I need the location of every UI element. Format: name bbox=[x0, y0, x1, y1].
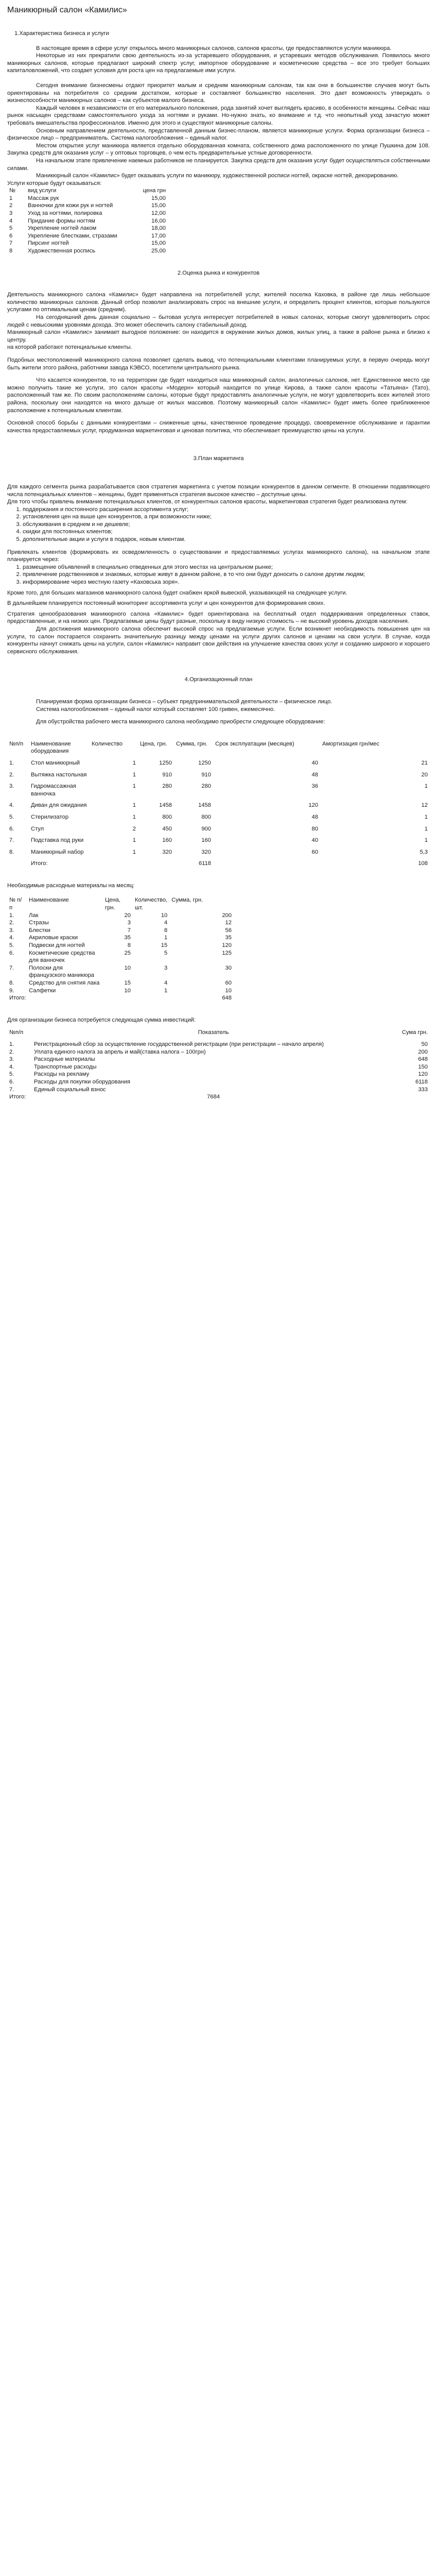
cell-number: 2. bbox=[9, 771, 14, 778]
cell-qty: 4 bbox=[164, 920, 168, 926]
paragraph: Местом открытия услуг маникюра является отдельно оборудованная комната, собственного дома расположенного по улице Пушкина дом 108. Закупка средств для оказания услуг – у оптовых торговцев, о чем есть предварительные устные договоренности. bbox=[7, 142, 430, 157]
column-header: Цена, грн. bbox=[140, 740, 167, 747]
list-item: 5. дополнительные акции и услуги в подарок, новым клиентам. bbox=[23, 536, 430, 544]
paragraph: Для каждого сегмента рынка разрабатывается своя стратегия маркетинга с учетом позиции конкурентов в данном сегменте. В отношении подавляющего числа потенциальных клиентов – женщины, будет применяться стратегия высокое качество – доступные цены. bbox=[7, 483, 430, 498]
table-row bbox=[7, 934, 234, 942]
cell-price: 280 bbox=[162, 783, 172, 790]
column-header: Наименование оборудования bbox=[31, 740, 71, 755]
table-header-row bbox=[7, 1029, 430, 1037]
paragraph: Система налогообложения – единый налог который составляет 100 гривен, ежемесячно. bbox=[36, 706, 275, 713]
cell-number: 9. bbox=[9, 987, 14, 994]
table-row bbox=[7, 759, 430, 767]
table-total-row bbox=[7, 860, 430, 868]
cell-number: 2. bbox=[9, 920, 14, 926]
table-row bbox=[7, 195, 168, 202]
section-2-heading: 2.Оценка рынка и конкурентов bbox=[177, 269, 260, 276]
cell-name: Стерилизатор bbox=[31, 814, 69, 820]
cell-price: 1250 bbox=[159, 759, 172, 766]
cell-life: 36 bbox=[311, 783, 318, 790]
cell-number: 1. bbox=[9, 912, 14, 919]
cell-number: 8. bbox=[9, 849, 14, 855]
list-item: 4. скидки для постоянных клиентов; bbox=[23, 528, 430, 536]
cell-name: Средство для снятия лака bbox=[29, 980, 100, 986]
cell-name: Расходы на рекламу bbox=[34, 1071, 90, 1078]
paragraph: На сегодняшний день данная социально – бытовая услуга интересует потребителей в новых салонах, которые смогут удовлетворить спрос людей с невысокими уровнями дохода. Это может обеспечить салону стабильный доход. bbox=[7, 314, 430, 328]
column-header: Показатель bbox=[198, 1029, 229, 1036]
cell-name: Художественная роспись bbox=[28, 248, 96, 255]
paragraph: Каждый человек в независимости от его материального положения, рода занятий хочет выглядеть красиво, в особенности женщины. Сейчас наш рынок насыщен средствами самостоятельного ухода за ногтями и руками. Но-нужно знать, ко внимание и т.д. что неопытный уход зачастую может требовать вмешательства профессионалов. Именно для этого и существуют маникюрные салоны. bbox=[7, 105, 430, 126]
cell-qty: 1 bbox=[132, 802, 136, 809]
cell-price: 16,00 bbox=[151, 217, 166, 224]
cell-number: 6. bbox=[9, 825, 14, 832]
paragraph: Привлекать клиентов (формировать их осведомленность о существовании и предоставляемых услугах маникюрного салона), на начальном этапе планируется через: bbox=[7, 549, 430, 563]
paragraph: Сегодня внимание бизнесмены отдают приоритет малым и средним маникюрным салонам, так как они в большинстве случаев могут быть ориентированы на потребителя со средним достатком, которые и составляют большинство населения. Это дает возможность утверждать о жизнеспособности маникюрных салонов – как субъектов малого бизнеса. bbox=[7, 82, 430, 104]
paragraph: Стратегия ценообразования маникюрного салона «Камилис» будет ориентирована на бесплатный отдел поддерживания определенных ставок, предоставленные, и на низких цен. Предлагаемые цены будут разные, поскольку в виду низкую стоимость – не высокий уровень доходов населения. bbox=[7, 611, 430, 625]
table-row bbox=[7, 825, 430, 833]
services-list-heading: Услуги которые будут оказываться: bbox=[7, 180, 102, 187]
cell-price: 10 bbox=[124, 987, 131, 994]
cell-name: Стул bbox=[31, 825, 44, 832]
paragraph: В настоящее время в сфере услуг открылось много маникюрных салонов, салонов красоты, где предоставляются услуги маникюра. bbox=[36, 45, 392, 52]
cell-qty: 15 bbox=[161, 942, 168, 949]
list-item: 1. поддержания и постоянного расширения ассортимента услуг; bbox=[23, 506, 430, 514]
cell-name: Укрепление блестками, стразами bbox=[28, 232, 117, 239]
cell-life: 120 bbox=[308, 802, 318, 809]
table-row bbox=[7, 1063, 430, 1071]
paragraph: Основной способ борьбы с данными конкурентами – сниженные цены, качественное проведение процедур, своевременное обслуживание и гарантии качества предоставляемых услуг, продуманная маркетинговая и ценовая политика, что обеспечивает преимущество цены на услуги. bbox=[7, 420, 430, 434]
cell-number: 4. bbox=[9, 935, 14, 941]
cell-number: 6 bbox=[9, 232, 13, 239]
total-sum: 6118 bbox=[198, 860, 211, 867]
cell-number: 4. bbox=[9, 802, 14, 809]
cell-price: 10 bbox=[124, 964, 131, 971]
cell-life: 80 bbox=[311, 825, 318, 832]
cell-sum: 1458 bbox=[198, 802, 211, 809]
cell-amort: 12 bbox=[421, 802, 428, 809]
materials-table bbox=[7, 896, 234, 1002]
table-row bbox=[7, 247, 168, 255]
cell-price: 25,00 bbox=[151, 248, 166, 255]
table-row bbox=[7, 919, 234, 927]
cell-qty: 2 bbox=[132, 825, 136, 832]
cell-price: 15,00 bbox=[151, 195, 166, 201]
table-row bbox=[7, 783, 430, 798]
cell-qty: 5 bbox=[164, 950, 168, 956]
cell-name: Единый социальный взнос bbox=[34, 1086, 106, 1093]
table-row bbox=[7, 1086, 430, 1094]
column-header: Срок эксплуатации (месяцев) bbox=[215, 740, 294, 747]
cell-sum: 60 bbox=[225, 980, 232, 986]
cell-number: 6. bbox=[9, 950, 14, 956]
promotion-list bbox=[7, 564, 430, 586]
paragraph: Основным направлением деятельности, представленной данным бизнес-планом, является маникюрные услуги. Форма организации бизнеса – физическое лицо – предприниматель. Система налогообложения – единый налог. bbox=[7, 127, 430, 142]
cell-amort: 5,3 bbox=[420, 849, 428, 855]
total-sum: 7684 bbox=[207, 1094, 220, 1100]
cell-price: 25 bbox=[124, 950, 131, 956]
table-row bbox=[7, 1056, 430, 1063]
table-row bbox=[7, 210, 168, 217]
paragraph: Для того чтобы привлечь внимание потенциальных клиентов, от конкурентных салонов красоты, маркетинговая стратегия будет реализована путем: bbox=[7, 499, 408, 505]
cell-name: Подвески для ногтей bbox=[29, 942, 85, 949]
cell-qty: 1 bbox=[132, 814, 136, 820]
paragraph: Планируемая форма организации бизнеса – субъект предпринимательской деятельности – физическое лицо. bbox=[36, 698, 333, 705]
cell-sum: 150 bbox=[418, 1063, 428, 1070]
table-row bbox=[7, 912, 234, 920]
table-row bbox=[7, 217, 168, 225]
column-header: Цена, грн. bbox=[105, 897, 121, 911]
column-header: Амортизация грн/мес bbox=[322, 740, 379, 747]
cell-sum: 6118 bbox=[415, 1078, 428, 1085]
column-header: Сумма, грн. bbox=[176, 740, 207, 747]
cell-price: 160 bbox=[162, 837, 172, 844]
cell-name: Ванночки для кожи рук и ногтей bbox=[28, 202, 113, 209]
cell-number: 8 bbox=[9, 248, 13, 255]
cell-price: 320 bbox=[162, 849, 172, 855]
table-row bbox=[7, 814, 430, 821]
table-row bbox=[7, 232, 168, 240]
table-row bbox=[7, 950, 234, 964]
table-row bbox=[7, 240, 168, 247]
cell-number: 1. bbox=[9, 759, 14, 766]
cell-price: 18,00 bbox=[151, 225, 166, 232]
paragraph: В дальнейшем планируется постоянный мониторинг ассортимента услуг и цен конкурентов для формирования своих. bbox=[7, 600, 325, 607]
cell-price: 35 bbox=[124, 935, 131, 941]
cell-number: 7. bbox=[9, 837, 14, 844]
paragraph: Для достижения маникюрного салона обеспечит высокой спрос на предлагаемые услуги. Если возникнет необходимость повышения цен на услуги, то салон постарается сохранить значительную разницу между ценами на услуги других салонов и ценами на свои услуги. В случае, когда конкуренты начнут снижать цены на услуги, салон «Камилис» направит свои действия на улучшение качества своих услуг и созданию широкого и хорошего сервисного обслуживания. bbox=[7, 626, 430, 655]
cell-qty: 3 bbox=[164, 964, 168, 971]
cell-price: 1458 bbox=[159, 802, 172, 809]
cell-qty: 1 bbox=[164, 935, 168, 941]
cell-life: 40 bbox=[311, 759, 318, 766]
cell-sum: 900 bbox=[201, 825, 211, 832]
table-row bbox=[7, 927, 234, 935]
table-total-row bbox=[7, 994, 234, 1002]
equipment-table bbox=[7, 740, 430, 868]
cell-price: 450 bbox=[162, 825, 172, 832]
cell-name: Пирсинг ногтей bbox=[28, 240, 69, 247]
table-header-row bbox=[7, 896, 234, 911]
cell-number: 3 bbox=[9, 210, 13, 217]
column-header: Сумма, грн. bbox=[171, 897, 203, 904]
cell-sum: 320 bbox=[201, 849, 211, 855]
paragraph: Некоторые из них прекратили свою деятельность из-за устаревшего оборудования, и устаревших методов обслуживания. Появилось много маникюрных салонов, которые предлагают широкий спектр услуг, импортное оборудование и косметические средства – все это требует больших капиталовложений, что создает условия для роста цен на предлагаемые ими услуги. bbox=[7, 53, 430, 74]
table-total-row bbox=[7, 1093, 430, 1101]
cell-price: 910 bbox=[162, 771, 172, 778]
cell-qty: 1 bbox=[132, 837, 136, 844]
table-header-row bbox=[7, 187, 168, 195]
total-label: Итого: bbox=[9, 1094, 26, 1100]
cell-price: 8 bbox=[127, 942, 131, 949]
cell-number: 1. bbox=[9, 1041, 14, 1047]
paragraph: Подобных местоположений маникюрного салона позволяет сделать вывод, что потенциальными клиентами планируемых услуг, в первую очередь могут быть жители этого района, работники завода КЭВСО, посетители центрального рынка. bbox=[7, 357, 430, 371]
cell-name: Полоски для французского маникюра bbox=[29, 964, 94, 979]
column-header: Количество, шт. bbox=[135, 897, 168, 911]
list-item: 3. информирование через местную газету «Каховська зоря». bbox=[23, 579, 430, 586]
cell-name: Косметические средства для ванночек bbox=[29, 950, 95, 964]
cell-number: 4. bbox=[9, 1063, 14, 1070]
cell-qty: 1 bbox=[132, 783, 136, 790]
cell-price: 15 bbox=[124, 980, 131, 986]
cell-name: Расходные материалы bbox=[34, 1056, 95, 1063]
cell-amort: 21 bbox=[421, 759, 428, 766]
cell-sum: 910 bbox=[201, 771, 211, 778]
cell-name: Массаж рук bbox=[28, 195, 59, 201]
column-header: № bbox=[9, 188, 16, 194]
cell-price: 3 bbox=[127, 920, 131, 926]
column-header: Сума грн. bbox=[402, 1029, 428, 1036]
cell-qty: 8 bbox=[164, 927, 168, 934]
cell-name: Уход за ногтями, полировка bbox=[28, 210, 102, 217]
total-label: Итого: bbox=[9, 995, 26, 1002]
table-row bbox=[7, 1041, 430, 1048]
cell-number: 5. bbox=[9, 942, 14, 949]
cell-price: 17,00 bbox=[151, 232, 166, 239]
cell-sum: 50 bbox=[421, 1041, 428, 1047]
cell-qty: 1 bbox=[164, 987, 168, 994]
cell-amort: 1 bbox=[424, 825, 428, 832]
cell-name: Лак bbox=[29, 912, 39, 919]
cell-name: Транспортные расходы bbox=[34, 1063, 97, 1070]
cell-amort: 20 bbox=[421, 771, 428, 778]
paragraph: На начальном этапе привлечение наемных работников не планируется. Закупка средств для оказания услуг будет осуществляться собственными силами. bbox=[7, 157, 430, 172]
cell-name: Расходы для покупки оборудования bbox=[34, 1078, 130, 1085]
table-row bbox=[7, 802, 430, 809]
cell-life: 40 bbox=[311, 837, 318, 844]
cell-price: 15,00 bbox=[151, 240, 166, 247]
column-header: № п/п bbox=[9, 897, 22, 911]
cell-sum: 800 bbox=[201, 814, 211, 820]
cell-sum: 160 bbox=[201, 837, 211, 844]
cell-sum: 200 bbox=[418, 1048, 428, 1055]
cell-price: 12,00 bbox=[151, 210, 166, 217]
total-sum: 648 bbox=[222, 995, 232, 1002]
cell-name: Салфетки bbox=[29, 987, 56, 994]
cell-name: Диван для ожидания bbox=[31, 802, 87, 809]
table-row bbox=[7, 964, 234, 979]
paragraph: Маникюрный салон «Камилис» будет оказывать услуги по маникюру, художественной росписи ногтей, окраске ногтей, декорированию. bbox=[36, 173, 399, 179]
table-row bbox=[7, 979, 234, 987]
section-4-heading: 4.Организационный план bbox=[184, 676, 253, 683]
table-row bbox=[7, 942, 234, 950]
cell-life: 60 bbox=[311, 849, 318, 855]
paragraph: Что касается конкурентов, то на территории где будет находиться наш маникюрный салон, аналогичных салонов, нет. Единственное место где можно получить такие же услуги, это салон красоты «Модерн» который находится по улице Кирова, а также салон красоты «Татьяна» (Тато), расположенный там же. По своим расположениям салоны, которые будут предоставлять аналогичные услуги, не могут удовлетворить всех жителей этого района, поскольку они находятся на много дальше от жилых массивов. Поэтому маникюрный салон «Камилис» будет иметь более приближенное расположение к потенциальным клиентам. bbox=[7, 377, 430, 414]
cell-name: Укрепление ногтей лаком bbox=[28, 225, 97, 232]
cell-number: 6. bbox=[9, 1078, 14, 1085]
cell-number: 2. bbox=[9, 1048, 14, 1055]
cell-qty: 10 bbox=[161, 912, 168, 919]
cell-name: Гидромассажная ванночка bbox=[31, 783, 76, 797]
cell-amort: 1 bbox=[424, 783, 428, 790]
cell-sum: 333 bbox=[418, 1086, 428, 1093]
list-item: 2. установления цен на выше цен конкурентов, а при возможности ниже; bbox=[23, 513, 430, 521]
cell-number: 2 bbox=[9, 202, 13, 209]
cell-sum: 120 bbox=[418, 1071, 428, 1078]
list-item: 1. размещение объявлений в специально отведенных для этого местах на центральном рынке; bbox=[23, 564, 430, 571]
cell-name: Регистрационный сбор за осуществление государственной регистрации (при регистрации – начало апреля) bbox=[34, 1041, 324, 1047]
list-item: 2. привлечение родственников и знакомых, которые живут в данном районе, в то что они будут доносить о салоне другим людям; bbox=[23, 571, 430, 579]
table-row bbox=[7, 837, 430, 844]
cell-number: 3. bbox=[9, 927, 14, 934]
cell-name: Подставка под руки bbox=[31, 837, 84, 844]
paragraph: Деятельность маникюрного салона «Камилис» будет направлена на потребителей услуг, жителей поселка Каховка, в районе где лишь небольшое количество маникюрных салонов. Данный отбор позволит анализировать спрос на внешние услуги, и определить процент клиентов, которые пользуются услугами по оптимальным ценам (средним). bbox=[7, 292, 430, 313]
cell-sum: 12 bbox=[225, 920, 232, 926]
cell-sum: 1250 bbox=[198, 759, 211, 766]
cell-number: 7. bbox=[9, 964, 14, 971]
cell-name: Уплата единого налога за апрель и май(ставка налога – 100грн) bbox=[34, 1048, 206, 1055]
cell-qty: 1 bbox=[132, 759, 136, 766]
cell-qty: 1 bbox=[132, 849, 136, 855]
materials-heading: Необходимые расходные материалы на месяц: bbox=[7, 882, 135, 889]
table-row bbox=[7, 225, 168, 232]
column-header: Наименование bbox=[29, 897, 69, 904]
cell-price: 800 bbox=[162, 814, 172, 820]
cell-amort: 1 bbox=[424, 814, 428, 820]
cell-name: Блестки bbox=[29, 927, 50, 934]
table-row bbox=[7, 1048, 430, 1056]
cell-name: Акриловые краски bbox=[29, 935, 78, 941]
page-title: Маникюрный салон «Камилис» bbox=[7, 6, 127, 14]
list-item: 3. обслуживания в среднем и не дешевле; bbox=[23, 521, 430, 529]
cell-price: 15,00 bbox=[151, 202, 166, 209]
cell-sum: 10 bbox=[225, 987, 232, 994]
cell-sum: 125 bbox=[222, 950, 232, 956]
cell-number: 8. bbox=[9, 980, 14, 986]
cell-number: 7 bbox=[9, 240, 13, 247]
cell-qty: 4 bbox=[164, 980, 168, 986]
cell-name: Стразы bbox=[29, 920, 49, 926]
cell-name: Придание формы ногтям bbox=[28, 217, 95, 224]
total-label: Итого: bbox=[31, 860, 48, 867]
table-row bbox=[7, 1078, 430, 1086]
cell-name: Вытяжка настольная bbox=[31, 771, 87, 778]
cell-qty: 1 bbox=[132, 771, 136, 778]
services-table bbox=[7, 187, 168, 255]
investments-table bbox=[7, 1029, 430, 1100]
paragraph: Маникюрный салон «Камилис» занимает выгодное положение: он находится в окружении жилых домов, жилых улиц, а также в районе рынка и близко к центру. bbox=[7, 329, 430, 343]
cell-sum: 280 bbox=[201, 783, 211, 790]
paragraph: на которой работают потенциальные клиенты. bbox=[7, 344, 132, 351]
cell-sum: 648 bbox=[418, 1056, 428, 1063]
cell-number: 7. bbox=[9, 1086, 14, 1093]
column-header: №п/п bbox=[9, 740, 24, 747]
section-3-heading: 3.План маркетинга bbox=[193, 455, 244, 462]
cell-price: 20 bbox=[124, 912, 131, 919]
column-header: №п/п bbox=[9, 1029, 24, 1036]
cell-number: 5 bbox=[9, 225, 13, 232]
table-row bbox=[7, 202, 168, 210]
table-row bbox=[7, 771, 430, 779]
cell-number: 5. bbox=[9, 814, 14, 820]
cell-sum: 56 bbox=[225, 927, 232, 934]
cell-sum: 35 bbox=[225, 935, 232, 941]
cell-sum: 120 bbox=[222, 942, 232, 949]
table-row bbox=[7, 987, 234, 995]
cell-life: 48 bbox=[311, 771, 318, 778]
cell-sum: 200 bbox=[222, 912, 232, 919]
cell-number: 1 bbox=[9, 195, 13, 201]
cell-number: 5. bbox=[9, 1071, 14, 1078]
column-header: Количество bbox=[92, 740, 123, 747]
cell-amort: 1 bbox=[424, 837, 428, 844]
cell-name: Стол маникюрный bbox=[31, 759, 80, 766]
cell-name: Маникюрный набор bbox=[31, 849, 84, 855]
cell-number: 4 bbox=[9, 217, 13, 224]
paragraph: Кроме того, для больших магазинов маникюрного салона будет снабжен яркой вывеской, указывающей на следующее услуги. bbox=[7, 589, 347, 596]
investments-heading: Для организации бизнеса потребуется следующая сумма инвестиций: bbox=[7, 1016, 196, 1023]
cell-number: 3. bbox=[9, 1056, 14, 1063]
table-row bbox=[7, 1071, 430, 1078]
total-amort: 108 bbox=[418, 860, 428, 867]
cell-life: 48 bbox=[311, 814, 318, 820]
column-header: вид услуги bbox=[28, 188, 57, 194]
section-1-heading: 1.Характеристика бизнеса и услуги bbox=[14, 30, 109, 37]
cell-price: 7 bbox=[127, 927, 131, 934]
column-header: цена грн bbox=[143, 188, 166, 194]
table-header-row bbox=[7, 740, 430, 755]
cell-sum: 30 bbox=[225, 964, 232, 971]
cell-number: 3. bbox=[9, 783, 14, 790]
table-row bbox=[7, 849, 430, 856]
marketing-list bbox=[7, 506, 430, 544]
paragraph: Для обустройства рабочего места маникюрного салона необходимо приобрести следующее оборудование: bbox=[36, 719, 325, 725]
